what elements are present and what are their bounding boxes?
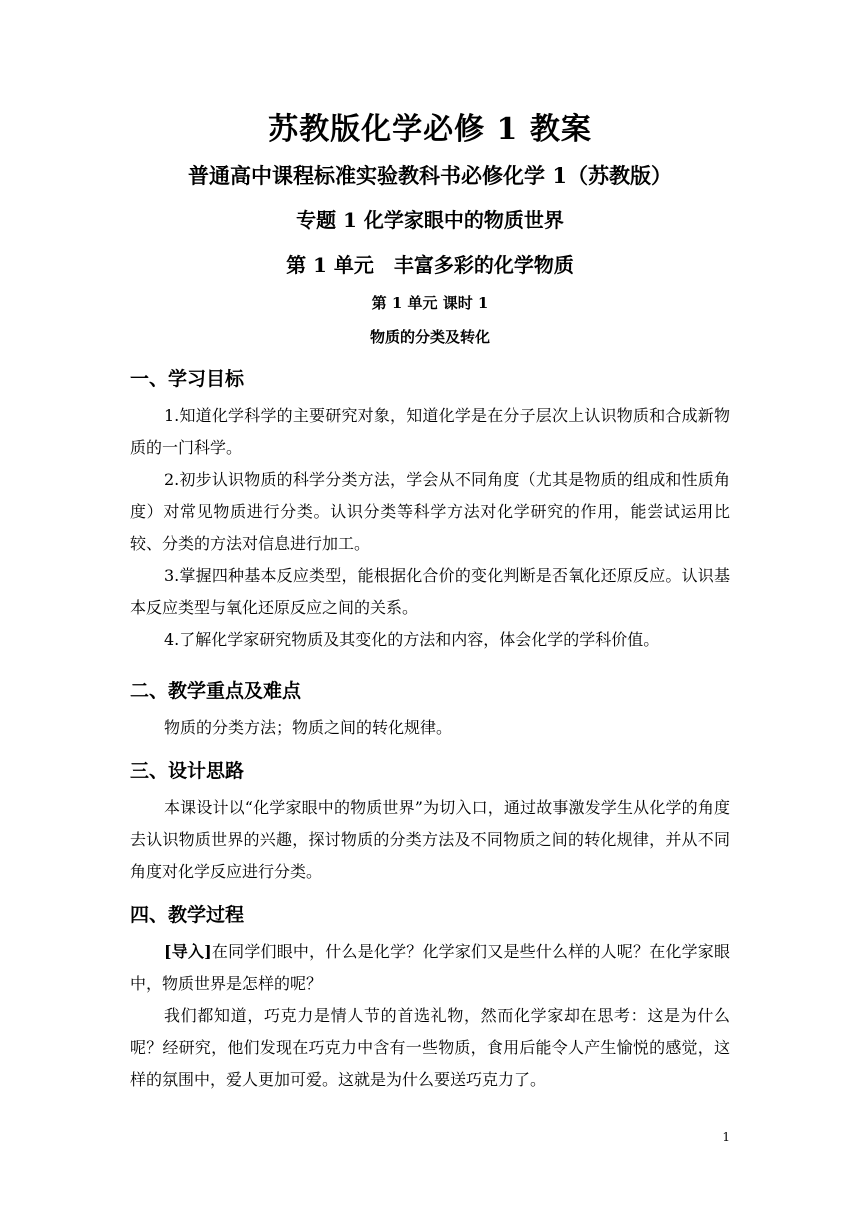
key-points-heading: 二、教学重点及难点 <box>130 680 302 702</box>
key-points-text: 物质的分类方法；物质之间的转化规律。 <box>164 718 453 737</box>
intro-text: 在同学们眼中，什么是化学？化学家们又是些什么样的人呢？在化学家眼中，物质世界是怎样的呢？ <box>130 942 730 993</box>
lesson-heading: 第 1 单元 课时 1 <box>371 294 489 312</box>
chocolate-paragraph: 我们都知道，巧克力是情人节的首选礼物，然而化学家却在思考：这是为什么呢？经研究，他们发现在巧克力中含有一些物质，食用后能令人产生愉悦的感觉，这样的氛围中，爱人更加可爱。这就是为什么要送巧克力了。 <box>130 1006 730 1089</box>
objectives-heading: 一、学习目标 <box>130 368 245 390</box>
intro-paragraph <box>130 936 730 1000</box>
unit-heading: 第 1 单元 丰富多彩的化学物质 <box>286 253 574 277</box>
topic-heading: 专题 1 化学家眼中的物质世界 <box>296 208 564 232</box>
design-text: 本课设计以“化学家眼中的物质世界”为切入口，通过故事激发学生从化学的角度去认识物质世界的兴趣，探讨物质的分类方法及不同物质之间的转化规律，并从不同角度对化学反应进行分类。 <box>130 798 730 881</box>
objective-item-2: 2.初步认识物质的科学分类方法，学会从不同角度（尤其是物质的组成和性质角度）对常见物质进行分类。认识分类等科学方法对化学研究的作用，能尝试运用比较、分类的方法对信息进行加工。 <box>130 470 730 553</box>
design-heading: 三、设计思路 <box>130 760 245 782</box>
process-heading: 四、教学过程 <box>130 904 245 926</box>
objective-item-1: 1.知道化学科学的主要研究对象，知道化学是在分子层次上认识物质和合成新物质的一门科学。 <box>130 406 730 457</box>
intro-tag: [导入] <box>164 942 212 961</box>
objective-item-3: 3.掌握四种基本反应类型，能根据化合价的变化判断是否氧化还原反应。认识基本反应类型与氧化还原反应之间的关系。 <box>130 566 730 617</box>
document-subtitle: 普通高中课程标准实验教科书必修化学 1（苏教版） <box>188 163 672 188</box>
objective-item-4: 4.了解化学家研究物质及其变化的方法和内容，体会化学的学科价值。 <box>164 630 660 649</box>
page-number: 1 <box>722 1130 730 1144</box>
document-title: 苏教版化学必修 1 教案 <box>268 112 592 147</box>
lesson-title: 物质的分类及转化 <box>369 328 490 346</box>
